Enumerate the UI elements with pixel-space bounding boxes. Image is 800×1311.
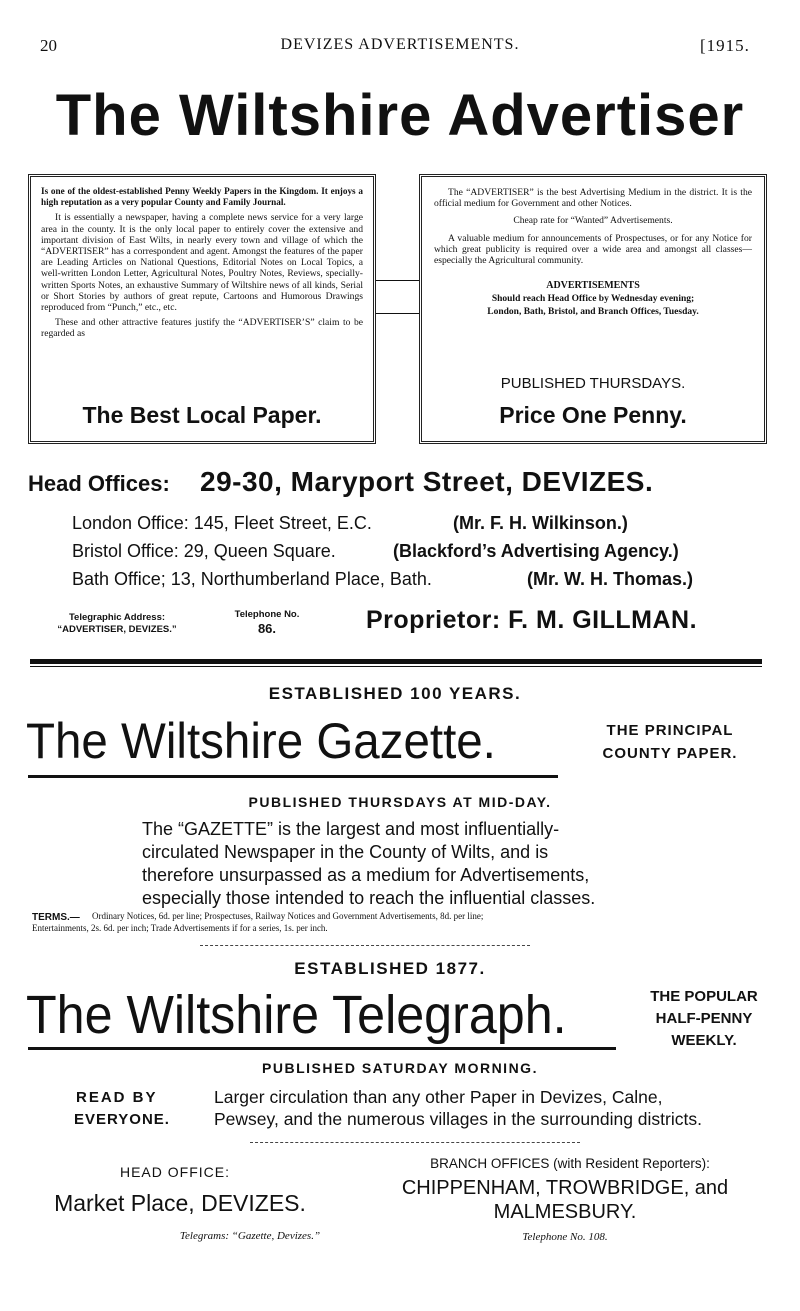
gazette-title-rule [28, 775, 558, 778]
gazette-established: ESTABLISHED 100 YEARS. [268, 684, 522, 703]
telegraph-body-1: Larger circulation than any other Paper in Devizes, Calne, [214, 1087, 663, 1107]
telegraph-title-rule [28, 1047, 616, 1050]
bath-contact: (Mr. W. H. Thomas.) [527, 569, 694, 589]
telegraph-divider [250, 1142, 580, 1143]
read-by-everyone: EVERYONE. [74, 1111, 170, 1128]
box-connector-top [376, 280, 420, 281]
advertiser-left-box [28, 174, 376, 444]
head-office-value: Market Place, DEVIZES. [54, 1190, 306, 1216]
bristol-office: Bristol Office: 29, Queen Square. [72, 541, 336, 561]
box-connector-bottom [376, 313, 420, 314]
advertiser-published: PUBLISHED THURSDAYS. [500, 375, 686, 392]
head-offices-address: 29-30, Maryport Street, DEVIZES. [200, 466, 654, 497]
advertiser-wanted: Cheap rate for “Wanted” Advertisements. [513, 215, 673, 227]
advertiser-intro: Is one of the oldest-established Penny Weekly Papers in the Kingdom. It enjoys a high reputation as a very popular County and Family Journal. [41, 186, 363, 208]
gazette-terms-line1: Ordinary Notices, 6d. per line; Prospectuses, Railway Notices and Government Advertisements, 8d. per line; [92, 911, 484, 921]
telephone-label: Telephone No. [234, 609, 300, 620]
advertiser-tagline: The Best Local Paper. [82, 402, 322, 428]
bath-office: Bath Office; 13, Northumberland Place, Bath. [72, 569, 432, 589]
advertiser-right-box [419, 174, 767, 444]
telegraphic-value: “ADVERTISER, DEVIZES.” [57, 624, 177, 635]
telegraph-body-2: Pewsey, and the numerous villages in the surrounding districts. [214, 1109, 702, 1129]
advertiser-title: The Wiltshire Advertiser [55, 83, 745, 148]
branch-offices-line2: MALMESBURY. [493, 1201, 637, 1223]
telephone-value: 86. [257, 621, 277, 636]
telegraph-side-1: THE POPULAR [650, 988, 758, 1005]
page-number: 20 [40, 36, 57, 55]
read-by: READ BY [76, 1089, 158, 1106]
telegraph-side-2: HALF-PENNY [655, 1010, 753, 1027]
advertiser-prospectuses: A valuable medium for announcements of Prospectuses, or for any Notice for which great publicity is required over a wide area and amongst all classes—especially the Agricultural community. [434, 232, 752, 267]
advertiser-closing: These and other attractive features justify the “ADVERTISER’S” claim to be regarded as [41, 317, 363, 340]
gazette-terms-label: TERMS.— [32, 912, 80, 923]
gazette-side-1: THE PRINCIPAL [606, 722, 734, 739]
telegrams-address: Telegrams: “Gazette, Devizes.” [179, 1230, 321, 1242]
year-label: [1915. [700, 36, 750, 55]
branch-offices-line1: CHIPPENHAM, TROWBRIDGE, and [401, 1177, 729, 1199]
london-contact: (Mr. F. H. Wilkinson.) [453, 513, 628, 533]
advertisements-heading: ADVERTISEMENTS [546, 280, 640, 292]
gazette-body-1: The “GAZETTE” is the largest and most influentially- [142, 819, 560, 839]
telegraph-established: ESTABLISHED 1877. [294, 959, 486, 978]
gazette-published: PUBLISHED THURSDAYS AT MID-DAY. [248, 794, 552, 810]
branch-telephone: Telephone No. 108. [522, 1231, 608, 1243]
telegraphic-label: Telegraphic Address: [68, 612, 166, 623]
gazette-body-3: therefore unsurpassed as a medium for Advertisements, [142, 865, 590, 885]
gazette-body-2: circulated Newspaper in the County of Wilts, and is [142, 842, 549, 862]
advertiser-price: Price One Penny. [499, 402, 687, 428]
running-title: DEVIZES ADVERTISEMENTS. [280, 36, 520, 53]
gazette-side-2: COUNTY PAPER. [602, 745, 738, 762]
gazette-terms-line2: Entertainments, 2s. 6d. per inch; Trade Advertisements if for a series, 1s. per inch. [32, 923, 328, 933]
head-offices-label: Head Offices: [28, 471, 170, 496]
section-divider-thick [30, 659, 762, 664]
head-office-label: HEAD OFFICE: [119, 1164, 230, 1180]
telegraph-title: The Wiltshire Telegraph. [26, 985, 567, 1045]
advertisements-branches: London, Bath, Bristol, and Branch Offices, Tuesday. [487, 307, 699, 318]
gazette-divider [200, 945, 530, 946]
advertiser-medium: The “ADVERTISER” is the best Advertising Medium in the district. It is the official medium for Government and other Notices. [434, 187, 752, 210]
telegraph-side-3: WEEKLY. [671, 1032, 737, 1049]
telegraph-published: PUBLISHED SATURDAY MORNING. [262, 1060, 538, 1076]
london-office: London Office: 145, Fleet Street, E.C. [72, 513, 372, 533]
branch-offices-label: BRANCH OFFICES (with Resident Reporters): [430, 1156, 710, 1171]
section-divider-thin [30, 666, 762, 667]
proprietor: Proprietor: F. M. GILLMAN. [366, 606, 698, 634]
gazette-body-4: especially those intended to reach the influential classes. [142, 888, 596, 908]
gazette-title: The Wiltshire Gazette. [26, 713, 496, 769]
advertiser-body: It is essentially a newspaper, having a complete news service for a very large area in the county. It is the only local paper to entirely cover the extensive and important division of East Wilts, in nearly every town and village of which the “ADVERTISER” has a correspondent and agent. Amongst the features of the paper are Leading Articles on National Questions, Editorial Notes on Local Topics, a well-written London Letter, Agricultural Notes, Poultry Notes, Reviews, specially-written Sports Notes, an exhaustive Summary of Wiltshire news of all kinds, Serial or Short Stories by authors of great repute, Cartoons and Humorous Drawings reproduced from “Punch,” etc., etc. [41, 212, 363, 314]
bristol-contact: (Blackford’s Advertising Agency.) [393, 541, 679, 561]
advertisements-deadline: Should reach Head Office by Wednesday evening; [491, 294, 695, 305]
